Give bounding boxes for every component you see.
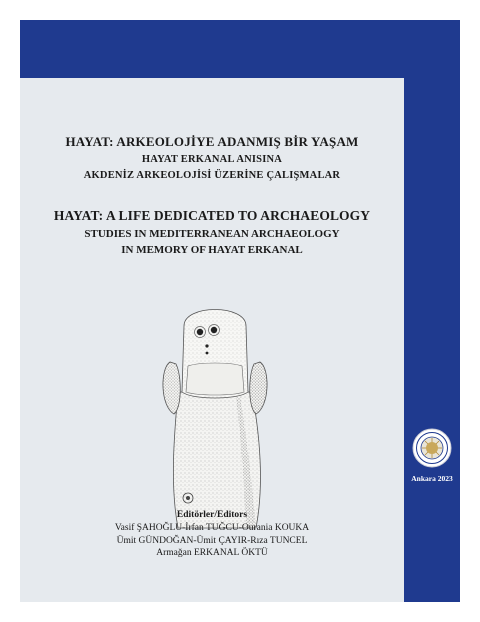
figurine-illustration (148, 296, 280, 536)
editors-block (20, 510, 404, 560)
editors-line-1: Vasif ŞAHOĞLU-İrfan TUĞCU-Ourania KOUKA (114, 523, 310, 533)
right-blue-band (404, 20, 460, 602)
editors-heading: Editörler/Editors (176, 510, 248, 520)
university-seal-icon (412, 428, 452, 468)
editors-line-3: Armağan ERKANAL ÖKTÜ (156, 548, 268, 558)
english-subtitle-2: IN MEMORY OF HAYAT ERKANAL (121, 244, 303, 256)
figurine-drawing (148, 296, 280, 536)
editors-line-2: Ümit GÜNDOĞAN-Ümit ÇAYIR-Rıza TUNCEL (116, 535, 308, 546)
turkish-subtitle-2: AKDENİZ ARKEOLOJİSİ ÜZERİNE ÇALIŞMALAR (83, 170, 341, 181)
book-cover (20, 20, 460, 602)
top-blue-band (20, 20, 460, 78)
english-subtitle-1: STUDIES IN MEDITERRANEAN ARCHAEOLOGY (84, 228, 340, 240)
english-title: HAYAT: A LIFE DEDICATED TO ARCHAEOLOGY (53, 208, 371, 223)
turkish-subtitle-1: HAYAT ERKANAL ANISINA (141, 154, 283, 165)
cover-panel (20, 78, 404, 602)
place-date: Ankara 2023 (411, 474, 453, 483)
turkish-title: HAYAT: ARKEOLOJİYE ADANMIŞ BİR YAŞAM (65, 134, 359, 149)
